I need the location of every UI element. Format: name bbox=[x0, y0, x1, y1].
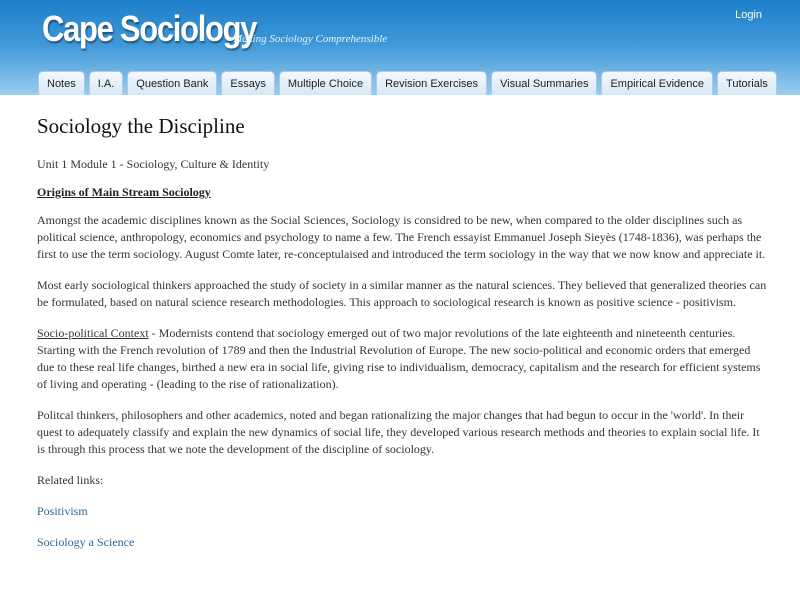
main-content bbox=[37, 112, 767, 551]
tab-essays[interactable]: Essays bbox=[221, 71, 274, 95]
paragraph-origins: Amongst the academic disciplines known as the Social Sciences, Sociology is considred to be new, when compared to the older disciplines such as political science, anthropology, economics and psychology to name a few. The French essayist Emmanuel Joseph Sieyès (1748-1836), was perhaps the first to use the term sociology. August Comte later, re-conceptulaised and introduced the term sociology in the way that we now know and appreciate it. bbox=[37, 213, 766, 261]
tab-notes[interactable]: Notes bbox=[38, 71, 85, 95]
link-positivism[interactable]: Positivism bbox=[37, 504, 88, 518]
tab-multiple-choice[interactable]: Multiple Choice bbox=[279, 71, 372, 95]
tab-question-bank[interactable]: Question Bank bbox=[127, 71, 217, 95]
paragraph-socio-political bbox=[37, 325, 767, 393]
paragraph-positivism: Most early sociological thinkers approached the study of society in a similar manner as the natural sciences. They believed that generalized theories can be formulated, based on natural science research methodologies. This approach to sociological research is known as positive science - positivism. bbox=[37, 278, 767, 309]
link-sociology-a-science[interactable]: Sociology a Science bbox=[37, 535, 135, 549]
socio-political-label: Socio-political Context bbox=[37, 326, 149, 340]
site-logo[interactable]: Cape Sociology bbox=[42, 8, 257, 49]
module-subtitle: Unit 1 Module 1 - Sociology, Culture & Identity bbox=[37, 157, 270, 171]
tab-tutorials[interactable]: Tutorials bbox=[717, 71, 777, 95]
login-link[interactable]: Login bbox=[735, 9, 762, 21]
related-links-label: Related links: bbox=[37, 473, 104, 487]
section-heading: Origins of Main Stream Sociology bbox=[37, 185, 211, 199]
page-title: Sociology the Discipline bbox=[37, 114, 245, 138]
tab-revision-exercises[interactable]: Revision Exercises bbox=[376, 71, 487, 95]
main-nav-tabs bbox=[38, 71, 777, 95]
tab-empirical-evidence[interactable]: Empirical Evidence bbox=[601, 71, 713, 95]
tab-visual-summaries[interactable]: Visual Summaries bbox=[491, 71, 597, 95]
socio-political-text: - Modernists contend that sociology emerged out of two major revolutions of the late eighteenth and nineteenth centuries. Starting with the French revolution of 1789 and then the Industrial Revolution of Europe. The new socio-political and economic orders that emerged due to these real life changes, birthed a new era in social life, giving rise to individualism, democracy, capitalism and the research for efficient systems of living and operating - (leading to the rise of rationalization). bbox=[37, 326, 761, 391]
site-header bbox=[0, 0, 800, 95]
paragraph-political-thinkers: Politcal thinkers, philosophers and other academics, noted and began rationalizing the major changes that had begun to occur in the 'world'. In their quest to adequately classify and explain the new dynamics of social life, they developed various research methods and theories to explain social life. It is through this process that we note the development of the discipline of sociology. bbox=[37, 408, 760, 456]
site-tagline: Making Sociology Comprehensible bbox=[233, 33, 388, 45]
tab-ia[interactable]: I.A. bbox=[89, 71, 124, 95]
